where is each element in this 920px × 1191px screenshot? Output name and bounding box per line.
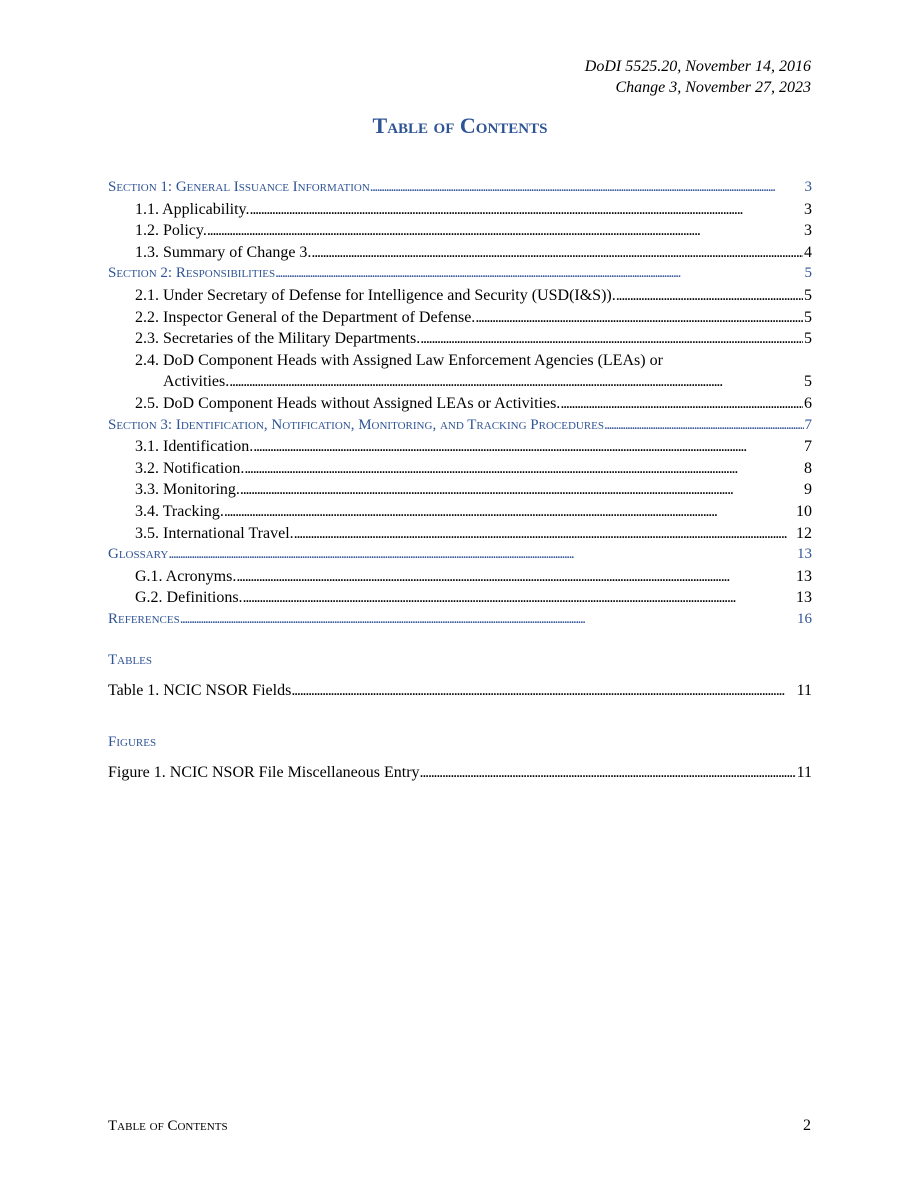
toc-entry-page: 11 bbox=[796, 682, 812, 700]
dot-leader bbox=[240, 479, 803, 501]
toc-entry-page: 10 bbox=[796, 502, 812, 520]
toc-entry-page: 3 bbox=[804, 222, 812, 240]
toc-entry-page: 3 bbox=[804, 200, 812, 218]
toc-subsection-entry[interactable] bbox=[108, 523, 812, 545]
toc-entry-label: 3.4. Tracking. bbox=[135, 502, 224, 520]
toc-subsection-entry[interactable] bbox=[108, 350, 812, 372]
dot-leader bbox=[616, 285, 803, 307]
toc-subsection-entry[interactable] bbox=[108, 458, 812, 480]
dot-leader bbox=[291, 680, 795, 702]
toc-section-entry[interactable] bbox=[108, 544, 812, 566]
dot-leader bbox=[420, 762, 796, 784]
toc-entry-label: 2.1. Under Secretary of Defense for Intelligence and Security (USD(I&S)). bbox=[135, 286, 616, 304]
toc-entry-page: 13 bbox=[796, 567, 812, 585]
dot-leader bbox=[253, 436, 803, 458]
toc-entry-label: 3.3. Monitoring. bbox=[135, 481, 240, 499]
toc-entry-label: 1.3. Summary of Change 3. bbox=[135, 243, 312, 261]
toc-entry-page: 8 bbox=[804, 459, 812, 477]
toc-entry-page: 3 bbox=[804, 179, 812, 195]
toc-section-entry[interactable] bbox=[108, 415, 812, 437]
table-of-contents bbox=[108, 177, 812, 784]
dot-leader bbox=[311, 242, 803, 264]
toc-subsection-entry[interactable] bbox=[108, 587, 812, 609]
dot-leader bbox=[229, 371, 803, 393]
toc-entry-label: 2.2. Inspector General of the Department of Defense. bbox=[135, 308, 476, 326]
header-change-line: Change 3, November 27, 2023 bbox=[615, 79, 811, 96]
toc-entry-label: References bbox=[108, 610, 180, 627]
dot-leader bbox=[180, 609, 796, 631]
toc-entry-label: Section 1: General Issuance Information bbox=[108, 179, 370, 195]
toc-entry-label: Figure 1. NCIC NSOR File Miscellaneous Entry bbox=[108, 764, 420, 782]
figures-list bbox=[108, 762, 812, 784]
toc-entry-label: 3.1. Identification. bbox=[135, 438, 254, 456]
toc-subsection-entry[interactable] bbox=[108, 220, 812, 242]
toc-entry-label: G.2. Definitions. bbox=[135, 589, 243, 607]
toc-entries bbox=[108, 177, 812, 630]
footer-page-number: 2 bbox=[803, 1117, 811, 1134]
toc-entry-label: 1.1. Applicability. bbox=[135, 200, 250, 218]
dot-leader bbox=[207, 220, 803, 242]
toc-entry-page: 5 bbox=[804, 265, 812, 282]
header-issuance-line: DoDI 5525.20, November 14, 2016 bbox=[584, 58, 811, 75]
dot-leader bbox=[250, 199, 803, 221]
toc-entry-label: 2.5. DoD Component Heads without Assigned LEAs or Activities. bbox=[135, 394, 561, 412]
toc-entry-label: 1.2. Policy. bbox=[135, 222, 207, 240]
toc-entry-page: 12 bbox=[796, 524, 812, 542]
toc-entry-label: Table 1. NCIC NSOR Fields bbox=[108, 682, 292, 700]
footer-section-label: Table of Contents bbox=[108, 1118, 228, 1134]
toc-entry-page: 5 bbox=[804, 308, 812, 326]
toc-entry-label: 3.5. International Travel. bbox=[135, 524, 294, 542]
dot-leader bbox=[294, 523, 795, 545]
toc-subsection-entry[interactable] bbox=[108, 393, 812, 415]
toc-subsection-entry[interactable] bbox=[108, 501, 812, 523]
dot-leader bbox=[370, 177, 804, 199]
dot-leader bbox=[560, 393, 803, 415]
dot-leader bbox=[604, 415, 803, 437]
tables-heading: Tables bbox=[108, 652, 152, 669]
toc-entry-label: Activities. bbox=[163, 373, 230, 391]
toc-entry-page: 5 bbox=[804, 330, 812, 348]
dot-leader bbox=[244, 458, 803, 480]
toc-entry-label: 2.3. Secretaries of the Military Departments. bbox=[135, 330, 421, 348]
document-header bbox=[585, 56, 811, 98]
table-list-entry[interactable] bbox=[108, 680, 812, 702]
toc-subsection-entry[interactable] bbox=[108, 285, 812, 307]
dot-leader bbox=[236, 566, 795, 588]
toc-entry-label: Glossary bbox=[108, 546, 169, 563]
toc-section-entry[interactable] bbox=[108, 609, 812, 631]
toc-subsection-entry[interactable] bbox=[108, 199, 812, 221]
figure-list-entry[interactable] bbox=[108, 762, 812, 784]
toc-entry-page: 4 bbox=[804, 243, 812, 261]
toc-entry-page: 5 bbox=[804, 286, 812, 304]
toc-entry-page: 11 bbox=[796, 764, 812, 782]
toc-subsection-entry[interactable] bbox=[108, 242, 812, 264]
toc-subsection-entry[interactable] bbox=[108, 371, 812, 393]
toc-entry-page: 13 bbox=[796, 589, 812, 607]
toc-entry-page: 7 bbox=[804, 416, 812, 433]
toc-entry-page: 9 bbox=[804, 481, 812, 499]
toc-subsection-entry[interactable] bbox=[108, 328, 812, 350]
tables-list bbox=[108, 680, 812, 702]
toc-subsection-entry[interactable] bbox=[108, 307, 812, 329]
toc-entry-label: Section 3: Identification, Notification, Monitoring, and Tracking Procedures bbox=[108, 416, 605, 433]
toc-subsection-entry[interactable] bbox=[108, 479, 812, 501]
toc-section-entry[interactable] bbox=[108, 177, 812, 199]
toc-entry-page: 7 bbox=[804, 438, 812, 456]
toc-subsection-entry[interactable] bbox=[108, 566, 812, 588]
toc-subsection-entry[interactable] bbox=[108, 436, 812, 458]
toc-entry-page: 6 bbox=[804, 394, 812, 412]
toc-entry-label: 3.2. Notification. bbox=[135, 459, 245, 477]
dot-leader bbox=[275, 263, 803, 285]
toc-entry-page: 5 bbox=[804, 373, 812, 391]
toc-entry-label: Section 2: Responsibilities bbox=[108, 265, 276, 282]
toc-entry-label: G.1. Acronyms. bbox=[135, 567, 237, 585]
figures-heading: Figures bbox=[108, 734, 157, 751]
toc-entry-label: 2.4. DoD Component Heads with Assigned Law Enforcement Agencies (LEAs) or bbox=[135, 351, 663, 369]
page-title: Table of Contents bbox=[372, 113, 548, 138]
dot-leader bbox=[168, 544, 796, 566]
dot-leader bbox=[475, 307, 803, 329]
dot-leader bbox=[243, 587, 795, 609]
dot-leader bbox=[224, 501, 795, 523]
dot-leader bbox=[420, 328, 803, 350]
toc-section-entry[interactable] bbox=[108, 263, 812, 285]
toc-entry-page: 16 bbox=[797, 610, 812, 627]
toc-entry-page: 13 bbox=[797, 546, 812, 563]
